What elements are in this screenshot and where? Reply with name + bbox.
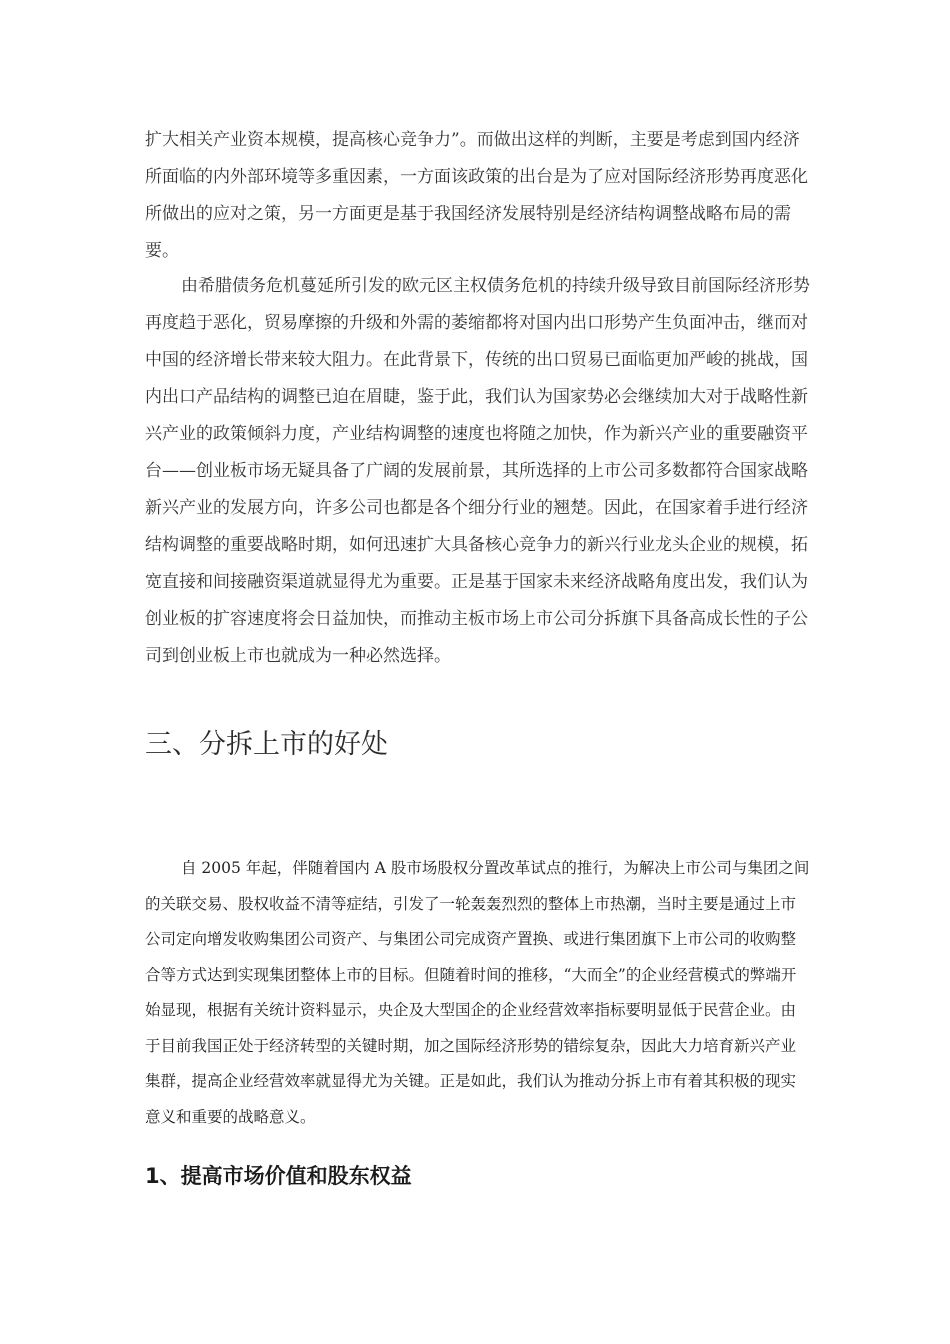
subheading: 1、提高市场价值和股东权益 <box>145 1164 412 1188</box>
paragraph-continued: 扩大相关产业资本规模，提高核心竞争力”。而做出这样的判断，主要是考虑到国内经济所面临的内外部环境等多重因素，一方面该政策的出台是为了应对国际经济形势再度恶化所做出的应对之策，另一方面更是基于我国经济发展特别是经济结构调整战略布局的需要。 <box>145 130 808 261</box>
section-heading: 三、分拆上市的好处 <box>145 729 388 760</box>
paragraph-background: 由希腊债务危机蔓延所引发的欧元区主权债务危机的持续升级导致目前国际经济形势再度趋于恶化，贸易摩擦的升级和外需的萎缩都将对国内出口形势产生负面冲击，继而对中国的经济增长带来较大阻力。在此背景下，传统的出口贸易已面临更加严峻的挑战，国内出口产品结构的调整已迫在眉睫，鉴于此，我们认为国家势必会继续加大对于战略性新兴产业的政策倾斜力度，产业结构调整的速度也将随之加快，作为新兴产业的重要融资平台——创业板市场无疑具备了广阔的发展前景，其所选择的上市公司多数都符合国家战略新兴产业的发展方向，许多公司也都是各个细分行业的翘楚。因此，在国家着手进行经济结构调整的重要战略时期，如何迅速扩大具备核心竞争力的新兴行业龙头企业的规模，拓宽直接和间接融资渠道就显得尤为重要。正是基于国家未来经济战略角度出发，我们认为创业板的扩容速度将会日益加快，而推动主板市场上市公司分拆旗下具备高成长性的子公司到创业板上市也就成为一种必然选择。 <box>145 276 810 666</box>
paragraph-benefits: 自 2005 年起，伴随着国内 A 股市场股权分置改革试点的推行，为解决上市公司与集团之间的关联交易、股权收益不清等症结，引发了一轮轰轰烈烈的整体上市热潮，当时主要是通过上市公司定向增发收购集团公司资产、与集团公司完成资产置换、或进行集团旗下上市公司的收购整合等方式达到实现集团整体上市的目标。但随着时间的推移，“大而全”的企业经营模式的弊端开始显现，根据有关统计资料显示，央企及大型国企的企业经营效率指标要明显低于民营企业。由于目前我国正处于经济转型的关键时期，加之国际经济形势的错综复杂，因此大力培育新兴产业集群，提高企业经营效率就显得尤为关键。正是如此，我们认为推动分拆上市有着其积极的现实意义和重要的战略意义。 <box>145 859 810 1126</box>
